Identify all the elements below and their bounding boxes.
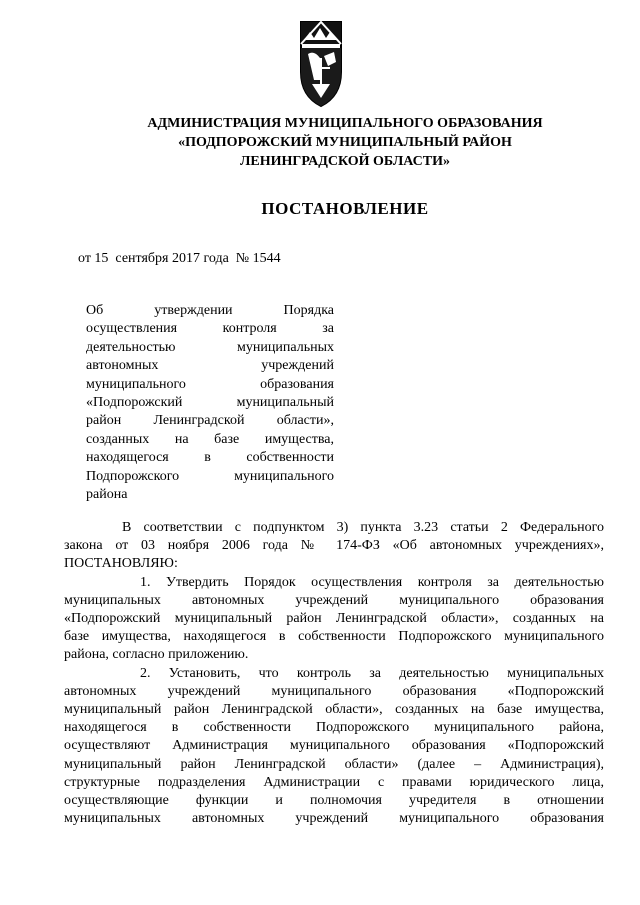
body-line: осуществляющие функции и полномочия учредителя в отношении <box>64 793 604 809</box>
subject-line: созданных на базе имущества, <box>86 431 334 447</box>
body-line: муниципальных автономных учреждений муниципального образования <box>64 592 604 608</box>
body-line: муниципальный район Ленинградской области» (далее – Администрация), <box>64 756 604 772</box>
subject-line: «Подпорожский муниципальный <box>86 395 334 411</box>
subject-line: деятельностью муниципальных <box>86 339 334 355</box>
body-line: осуществляют Администрация муниципального образования «Подпорожский <box>64 738 604 754</box>
subject-line: район Ленинградской области», <box>86 413 334 429</box>
body-line: находящегося в собственности Подпорожского муниципального района, <box>64 720 604 736</box>
body-line: района, согласно приложению. <box>64 647 249 663</box>
organization-header <box>60 114 630 171</box>
body-line: муниципальных автономных учреждений муниципального образования <box>64 811 604 827</box>
subject-line: находящегося в собственности <box>86 450 334 466</box>
body-line: структурные подразделения Администрации с правами юридического лица, <box>64 774 604 790</box>
header-line-2: «ПОДПОРОЖСКИЙ МУНИЦИПАЛЬНЫЙ РАЙОН <box>178 135 512 150</box>
document-body <box>64 519 604 828</box>
body-line: 2. Установить, что контроль за деятельностью муниципальных <box>140 665 604 681</box>
subject-line: автономных учреждений <box>86 358 334 374</box>
subject-line: Подпорожского муниципального <box>86 468 334 484</box>
subject-line: осуществления контроля за <box>86 321 334 337</box>
subject-line: района <box>86 487 128 503</box>
subject-line: муниципального образования <box>86 376 334 392</box>
subject-line: Об утверждении Порядка <box>86 303 334 318</box>
body-line: автономных учреждений муниципального образования «Подпорожский <box>64 683 604 699</box>
body-line: «Подпорожский муниципальный район Ленинградской области», созданных на <box>64 611 604 627</box>
document-title: ПОСТАНОВЛЕНИЕ <box>261 199 429 218</box>
body-line: муниципальный район Ленинградской области», созданных на базе имущества, <box>64 702 604 718</box>
header-line-1: АДМИНИСТРАЦИЯ МУНИЦИПАЛЬНОГО ОБРАЗОВАНИЯ <box>147 116 543 131</box>
body-line: 1. Утвердить Порядок осуществления контроля за деятельностью <box>140 574 604 590</box>
document-date-number: от 15 сентября 2017 года № 1544 <box>78 251 281 266</box>
subject-block <box>86 302 334 504</box>
body-line: ПОСТАНОВЛЯЮ: <box>64 556 178 572</box>
body-line: закона от 03 ноября 2006 года № 174-ФЗ «Об автономных учреждениях», <box>64 538 604 554</box>
body-line: базе имущества, находящегося в собственности Подпорожского муниципального <box>64 629 604 645</box>
body-line: В соответствии с подпунктом 3) пункта 3.23 статьи 2 Федерального <box>122 520 604 535</box>
header-line-3: ЛЕНИНГРАДСКОЙ ОБЛАСТИ» <box>239 154 451 169</box>
coat-of-arms-icon <box>298 18 344 108</box>
